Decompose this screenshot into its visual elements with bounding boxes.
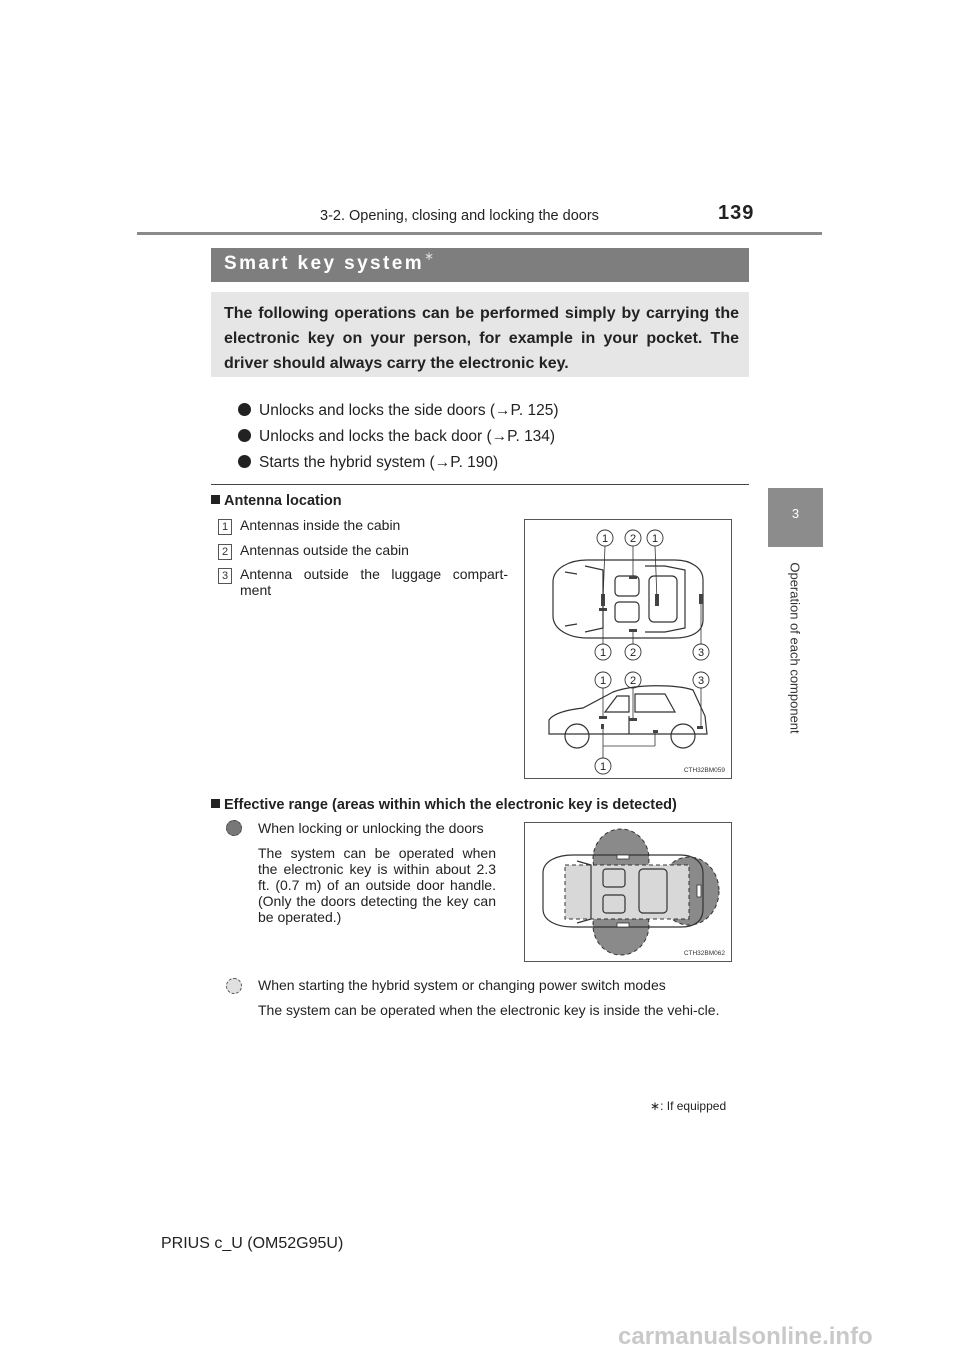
bullet-icon [238, 403, 251, 416]
watermark-text: carmanualsonline.info [618, 1323, 873, 1350]
range-diagram [525, 823, 731, 961]
antenna-heading: Antenna location [211, 493, 342, 509]
callout-label: 3 [697, 675, 705, 687]
car-antenna-diagram [525, 520, 731, 778]
exterior-range-legend-icon [226, 820, 242, 836]
range-figure [524, 822, 732, 962]
locking-title: When locking or unlocking the doors [258, 820, 484, 836]
callout-label: 1 [599, 647, 607, 659]
legend-item: 3 Antenna outside the luggage compart-ment [218, 566, 232, 584]
if-equipped-mark: ∗ [650, 1099, 661, 1113]
callout-label: 1 [599, 761, 607, 773]
section-title-text: Smart key system [224, 253, 425, 274]
square-bullet-icon [211, 799, 220, 808]
callout-label: 2 [629, 533, 637, 545]
watermark-logo [618, 1320, 948, 1355]
antenna-location-figure [524, 519, 732, 779]
chapter-label [772, 553, 818, 743]
square-bullet-icon [211, 495, 220, 504]
number-badge: 3 [218, 568, 232, 584]
figure-code: CTH32BM062 [683, 950, 725, 957]
list-item: Unlocks and locks the back door (→P. 134) [238, 428, 555, 446]
list-item: Starts the hybrid system (→P. 190) [238, 454, 498, 472]
callout-label: 1 [599, 675, 607, 687]
section-title [224, 249, 435, 275]
if-equipped-mark: ∗ [424, 249, 435, 263]
intro-text: The following operations can be performed simply by carrying the electronic key on your person, for example in your pocket. The driver should always carry the electronic key. [224, 305, 739, 372]
bullet-icon [238, 455, 251, 468]
number-badge: 1 [218, 519, 232, 535]
manual-footer: PRIUS c_U (OM52G95U) [161, 1235, 344, 1252]
locking-text: The system can be operated when the electronic key is within about 2.3 ft. (0.7 m) of an outside door handle. (Only the doors detecting the key can be operated.) [258, 845, 496, 925]
callout-label: 2 [629, 647, 637, 659]
running-header: 3-2. Opening, closing and locking the doors [320, 208, 599, 224]
range-heading: Effective range (areas within which the electronic key is detected) [211, 797, 677, 813]
chapter-tab: 3 [768, 488, 823, 547]
legend-item: 1 Antennas inside the cabin [218, 517, 232, 535]
footnote: ∗: If equipped [650, 1099, 727, 1113]
list-item: Unlocks and locks the side doors (→P. 125) [238, 402, 559, 420]
chapter-label-text: Operation of each component [787, 562, 803, 734]
header-rule [137, 232, 822, 235]
callout-label: 1 [601, 533, 609, 545]
starting-text: The system can be operated when the electronic key is inside the vehi-cle. [258, 1002, 720, 1018]
interior-range-legend-icon [226, 978, 242, 994]
bullet-icon [238, 429, 251, 442]
callout-label: 1 [651, 533, 659, 545]
starting-title: When starting the hybrid system or changing power switch modes [258, 977, 666, 993]
callout-label: 3 [697, 647, 705, 659]
legend-item: 2 Antennas outside the cabin [218, 542, 232, 560]
callout-label: 2 [629, 675, 637, 687]
page-number: 139 [718, 202, 755, 224]
number-badge: 2 [218, 544, 232, 560]
section-divider [211, 484, 749, 485]
figure-code: CTH32BM059 [683, 767, 725, 774]
